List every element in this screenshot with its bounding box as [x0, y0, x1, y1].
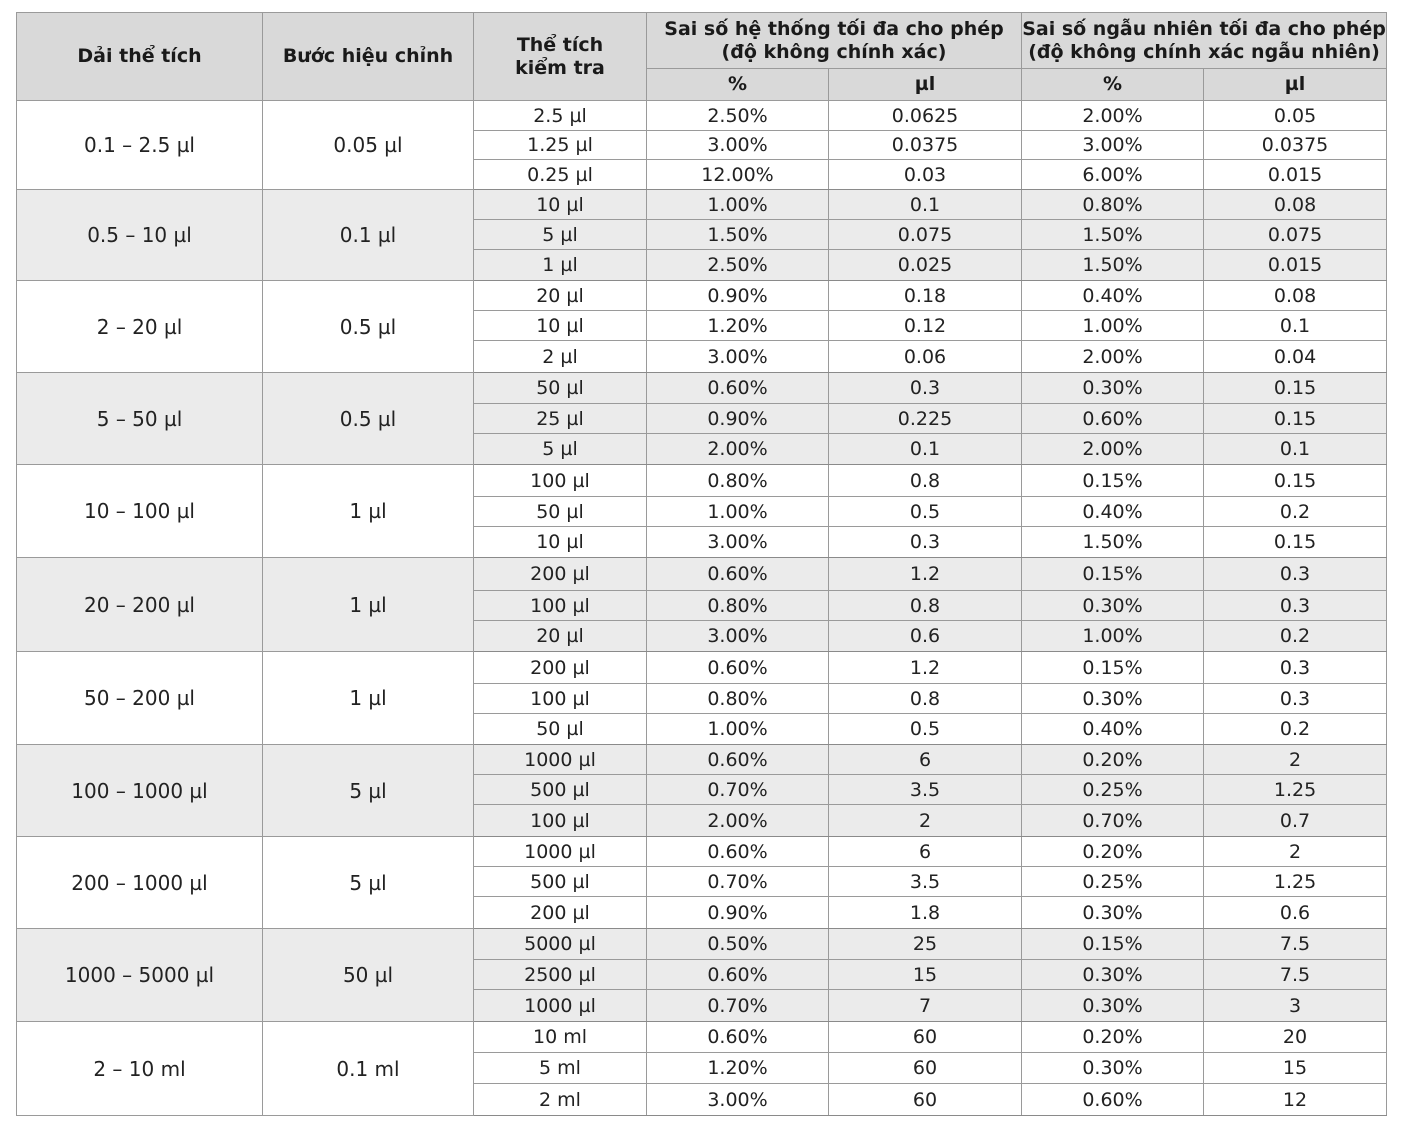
sys-percent-cell: 0.90%	[647, 281, 829, 311]
table-row	[17, 465, 1387, 497]
range-group	[17, 1022, 1387, 1116]
sys-microliter-cell: 0.025	[829, 250, 1022, 281]
sys-percent-cell: 0.90%	[647, 404, 829, 434]
rnd-microliter-cell: 0.04	[1204, 341, 1387, 373]
test-volume-cell: 0.25 µl	[474, 160, 647, 190]
sys-percent-cell: 2.00%	[647, 434, 829, 465]
sys-microliter-cell: 0.18	[829, 281, 1022, 311]
rnd-microliter-cell: 0.7	[1204, 805, 1387, 837]
test-volume-cell: 10 ml	[474, 1022, 647, 1053]
rnd-percent-cell: 0.60%	[1022, 1084, 1204, 1116]
rnd-microliter-cell: 0.3	[1204, 684, 1387, 714]
adjust-step-cell: 1 µl	[263, 652, 474, 745]
rnd-microliter-cell: 0.08	[1204, 190, 1387, 220]
sys-microliter-cell: 0.03	[829, 160, 1022, 190]
adjust-step-cell: 1 µl	[263, 558, 474, 652]
rnd-percent-cell: 1.00%	[1022, 621, 1204, 652]
header-sys-percent: %	[647, 69, 829, 101]
volume-range-cell: 2 – 10 ml	[17, 1022, 263, 1116]
sys-percent-cell: 0.60%	[647, 652, 829, 684]
test-volume-cell: 1 µl	[474, 250, 647, 281]
test-volume-cell: 500 µl	[474, 775, 647, 805]
sys-percent-cell: 1.00%	[647, 714, 829, 745]
sys-microliter-cell: 0.1	[829, 434, 1022, 465]
rnd-percent-cell: 0.30%	[1022, 1053, 1204, 1084]
table-row	[17, 652, 1387, 684]
rnd-microliter-cell: 0.08	[1204, 281, 1387, 311]
sys-microliter-cell: 1.2	[829, 558, 1022, 591]
test-volume-cell: 200 µl	[474, 652, 647, 684]
sys-percent-cell: 1.20%	[647, 1053, 829, 1084]
rnd-percent-cell: 0.70%	[1022, 805, 1204, 837]
sys-microliter-cell: 0.12	[829, 311, 1022, 341]
test-volume-cell: 200 µl	[474, 897, 647, 929]
volume-range-cell: 2 – 20 µl	[17, 281, 263, 373]
sys-percent-cell: 2.50%	[647, 250, 829, 281]
rnd-microliter-cell: 15	[1204, 1053, 1387, 1084]
test-volume-cell: 5 µl	[474, 220, 647, 250]
sys-microliter-cell: 0.8	[829, 684, 1022, 714]
sys-microliter-cell: 0.075	[829, 220, 1022, 250]
adjust-step-cell: 0.05 µl	[263, 101, 474, 190]
range-group	[17, 465, 1387, 558]
test-volume-cell: 50 µl	[474, 497, 647, 527]
range-group	[17, 281, 1387, 373]
test-volume-cell: 10 µl	[474, 190, 647, 220]
header-test-volume-line1: Thể tích	[516, 33, 604, 56]
table-row	[17, 745, 1387, 775]
sys-percent-cell: 1.00%	[647, 190, 829, 220]
rnd-percent-cell: 0.15%	[1022, 929, 1204, 960]
rnd-percent-cell: 2.00%	[1022, 341, 1204, 373]
rnd-percent-cell: 2.00%	[1022, 101, 1204, 131]
rnd-percent-cell: 0.80%	[1022, 190, 1204, 220]
rnd-microliter-cell: 0.2	[1204, 714, 1387, 745]
test-volume-cell: 2.5 µl	[474, 101, 647, 131]
sys-percent-cell: 3.00%	[647, 621, 829, 652]
test-volume-cell: 25 µl	[474, 404, 647, 434]
rnd-microliter-cell: 0.05	[1204, 101, 1387, 131]
range-group	[17, 373, 1387, 465]
sys-microliter-cell: 0.06	[829, 341, 1022, 373]
sys-percent-cell: 0.60%	[647, 373, 829, 404]
adjust-step-cell: 0.5 µl	[263, 373, 474, 465]
volume-range-cell: 0.5 – 10 µl	[17, 190, 263, 281]
rnd-microliter-cell: 2	[1204, 837, 1387, 867]
header-systematic-error	[647, 13, 1022, 69]
rnd-percent-cell: 0.30%	[1022, 684, 1204, 714]
rnd-percent-cell: 6.00%	[1022, 160, 1204, 190]
sys-microliter-cell: 3.5	[829, 775, 1022, 805]
table-header	[17, 13, 1387, 101]
test-volume-cell: 5000 µl	[474, 929, 647, 960]
rnd-microliter-cell: 20	[1204, 1022, 1387, 1053]
range-group	[17, 837, 1387, 929]
sys-percent-cell: 2.50%	[647, 101, 829, 131]
rnd-percent-cell: 1.50%	[1022, 527, 1204, 558]
test-volume-cell: 10 µl	[474, 527, 647, 558]
rnd-microliter-cell: 0.075	[1204, 220, 1387, 250]
table-row	[17, 190, 1387, 220]
rnd-microliter-cell: 0.15	[1204, 465, 1387, 497]
sys-microliter-cell: 2	[829, 805, 1022, 837]
table-row	[17, 101, 1387, 131]
header-adjust-step: Bước hiệu chỉnh	[263, 13, 474, 101]
rnd-percent-cell: 0.30%	[1022, 373, 1204, 404]
rnd-microliter-cell: 1.25	[1204, 867, 1387, 897]
rnd-microliter-cell: 0.2	[1204, 621, 1387, 652]
sys-microliter-cell: 1.2	[829, 652, 1022, 684]
sys-percent-cell: 0.50%	[647, 929, 829, 960]
rnd-percent-cell: 0.25%	[1022, 867, 1204, 897]
header-random-line1: Sai số ngẫu nhiên tối đa cho phép	[1022, 17, 1386, 40]
sys-percent-cell: 0.80%	[647, 591, 829, 621]
sys-microliter-cell: 25	[829, 929, 1022, 960]
sys-percent-cell: 0.70%	[647, 990, 829, 1022]
sys-microliter-cell: 60	[829, 1053, 1022, 1084]
table-row	[17, 281, 1387, 311]
sys-microliter-cell: 6	[829, 837, 1022, 867]
sys-percent-cell: 0.70%	[647, 775, 829, 805]
sys-percent-cell: 0.60%	[647, 558, 829, 591]
header-test-volume	[474, 13, 647, 101]
sys-microliter-cell: 3.5	[829, 867, 1022, 897]
sys-microliter-cell: 0.3	[829, 527, 1022, 558]
sys-microliter-cell: 0.225	[829, 404, 1022, 434]
range-group	[17, 558, 1387, 652]
sys-microliter-cell: 0.0375	[829, 131, 1022, 160]
sys-percent-cell: 12.00%	[647, 160, 829, 190]
sys-microliter-cell: 7	[829, 990, 1022, 1022]
sys-percent-cell: 0.60%	[647, 837, 829, 867]
rnd-percent-cell: 0.40%	[1022, 714, 1204, 745]
test-volume-cell: 2500 µl	[474, 960, 647, 990]
volume-range-cell: 50 – 200 µl	[17, 652, 263, 745]
range-group	[17, 929, 1387, 1022]
table-row	[17, 373, 1387, 404]
rnd-microliter-cell: 0.2	[1204, 497, 1387, 527]
range-group	[17, 652, 1387, 745]
sys-percent-cell: 0.80%	[647, 465, 829, 497]
sys-microliter-cell: 60	[829, 1084, 1022, 1116]
test-volume-cell: 10 µl	[474, 311, 647, 341]
test-volume-cell: 50 µl	[474, 373, 647, 404]
sys-percent-cell: 3.00%	[647, 341, 829, 373]
test-volume-cell: 200 µl	[474, 558, 647, 591]
range-group	[17, 190, 1387, 281]
test-volume-cell: 5 µl	[474, 434, 647, 465]
table-row	[17, 929, 1387, 960]
rnd-microliter-cell: 0.15	[1204, 527, 1387, 558]
adjust-step-cell: 0.1 µl	[263, 190, 474, 281]
test-volume-cell: 100 µl	[474, 465, 647, 497]
sys-microliter-cell: 15	[829, 960, 1022, 990]
sys-microliter-cell: 6	[829, 745, 1022, 775]
sys-microliter-cell: 0.8	[829, 591, 1022, 621]
sys-percent-cell: 1.00%	[647, 497, 829, 527]
range-group	[17, 745, 1387, 837]
rnd-percent-cell: 0.20%	[1022, 837, 1204, 867]
test-volume-cell: 1000 µl	[474, 837, 647, 867]
sys-microliter-cell: 0.5	[829, 497, 1022, 527]
sys-percent-cell: 0.70%	[647, 867, 829, 897]
sys-microliter-cell: 0.0625	[829, 101, 1022, 131]
rnd-percent-cell: 0.30%	[1022, 960, 1204, 990]
sys-percent-cell: 3.00%	[647, 131, 829, 160]
rnd-percent-cell: 0.40%	[1022, 497, 1204, 527]
pipette-tolerance-table	[16, 12, 1387, 1116]
header-systematic-line2: (độ không chính xác)	[721, 40, 947, 63]
sys-percent-cell: 0.90%	[647, 897, 829, 929]
rnd-percent-cell: 0.15%	[1022, 652, 1204, 684]
rnd-microliter-cell: 0.1	[1204, 434, 1387, 465]
header-systematic-line1: Sai số hệ thống tối đa cho phép	[664, 17, 1004, 40]
rnd-microliter-cell: 0.015	[1204, 160, 1387, 190]
table-row	[17, 558, 1387, 591]
volume-range-cell: 1000 – 5000 µl	[17, 929, 263, 1022]
rnd-microliter-cell: 0.15	[1204, 404, 1387, 434]
rnd-microliter-cell: 0.3	[1204, 558, 1387, 591]
sys-percent-cell: 3.00%	[647, 527, 829, 558]
test-volume-cell: 1.25 µl	[474, 131, 647, 160]
test-volume-cell: 1000 µl	[474, 990, 647, 1022]
sys-percent-cell: 0.80%	[647, 684, 829, 714]
sys-percent-cell: 3.00%	[647, 1084, 829, 1116]
table-row	[17, 837, 1387, 867]
test-volume-cell: 2 µl	[474, 341, 647, 373]
rnd-percent-cell: 0.30%	[1022, 897, 1204, 929]
sys-percent-cell: 0.60%	[647, 960, 829, 990]
volume-range-cell: 0.1 – 2.5 µl	[17, 101, 263, 190]
rnd-percent-cell: 1.00%	[1022, 311, 1204, 341]
rnd-percent-cell: 0.25%	[1022, 775, 1204, 805]
sys-microliter-cell: 1.8	[829, 897, 1022, 929]
volume-range-cell: 20 – 200 µl	[17, 558, 263, 652]
sys-microliter-cell: 60	[829, 1022, 1022, 1053]
sys-microliter-cell: 0.6	[829, 621, 1022, 652]
test-volume-cell: 50 µl	[474, 714, 647, 745]
rnd-microliter-cell: 0.3	[1204, 591, 1387, 621]
test-volume-cell: 20 µl	[474, 281, 647, 311]
rnd-percent-cell: 0.15%	[1022, 558, 1204, 591]
sys-percent-cell: 1.20%	[647, 311, 829, 341]
rnd-percent-cell: 0.20%	[1022, 745, 1204, 775]
rnd-microliter-cell: 7.5	[1204, 960, 1387, 990]
rnd-percent-cell: 1.50%	[1022, 250, 1204, 281]
rnd-microliter-cell: 3	[1204, 990, 1387, 1022]
adjust-step-cell: 0.1 ml	[263, 1022, 474, 1116]
rnd-percent-cell: 0.15%	[1022, 465, 1204, 497]
test-volume-cell: 100 µl	[474, 805, 647, 837]
adjust-step-cell: 0.5 µl	[263, 281, 474, 373]
rnd-microliter-cell: 0.0375	[1204, 131, 1387, 160]
test-volume-cell: 1000 µl	[474, 745, 647, 775]
header-random-error	[1022, 13, 1387, 69]
rnd-percent-cell: 3.00%	[1022, 131, 1204, 160]
sys-microliter-cell: 0.5	[829, 714, 1022, 745]
rnd-microliter-cell: 1.25	[1204, 775, 1387, 805]
adjust-step-cell: 50 µl	[263, 929, 474, 1022]
sys-percent-cell: 0.60%	[647, 745, 829, 775]
sys-percent-cell: 0.60%	[647, 1022, 829, 1053]
rnd-percent-cell: 0.60%	[1022, 404, 1204, 434]
sys-microliter-cell: 0.3	[829, 373, 1022, 404]
rnd-percent-cell: 2.00%	[1022, 434, 1204, 465]
rnd-percent-cell: 0.20%	[1022, 1022, 1204, 1053]
rnd-microliter-cell: 12	[1204, 1084, 1387, 1116]
test-volume-cell: 20 µl	[474, 621, 647, 652]
sys-microliter-cell: 0.1	[829, 190, 1022, 220]
adjust-step-cell: 5 µl	[263, 745, 474, 837]
rnd-percent-cell: 0.40%	[1022, 281, 1204, 311]
adjust-step-cell: 5 µl	[263, 837, 474, 929]
volume-range-cell: 10 – 100 µl	[17, 465, 263, 558]
adjust-step-cell: 1 µl	[263, 465, 474, 558]
sys-microliter-cell: 0.8	[829, 465, 1022, 497]
test-volume-cell: 5 ml	[474, 1053, 647, 1084]
rnd-microliter-cell: 0.1	[1204, 311, 1387, 341]
rnd-microliter-cell: 0.015	[1204, 250, 1387, 281]
volume-range-cell: 200 – 1000 µl	[17, 837, 263, 929]
rnd-microliter-cell: 7.5	[1204, 929, 1387, 960]
rnd-percent-cell: 0.30%	[1022, 591, 1204, 621]
test-volume-cell: 2 ml	[474, 1084, 647, 1116]
test-volume-cell: 500 µl	[474, 867, 647, 897]
rnd-percent-cell: 0.30%	[1022, 990, 1204, 1022]
volume-range-cell: 5 – 50 µl	[17, 373, 263, 465]
header-row-main	[17, 13, 1387, 69]
header-sys-microliter: µl	[829, 69, 1022, 101]
sys-percent-cell: 1.50%	[647, 220, 829, 250]
rnd-microliter-cell: 0.3	[1204, 652, 1387, 684]
rnd-microliter-cell: 2	[1204, 745, 1387, 775]
test-volume-cell: 100 µl	[474, 591, 647, 621]
header-volume-range: Dải thể tích	[17, 13, 263, 101]
test-volume-cell: 100 µl	[474, 684, 647, 714]
header-rnd-percent: %	[1022, 69, 1204, 101]
sys-percent-cell: 2.00%	[647, 805, 829, 837]
rnd-microliter-cell: 0.6	[1204, 897, 1387, 929]
rnd-microliter-cell: 0.15	[1204, 373, 1387, 404]
header-random-line2: (độ không chính xác ngẫu nhiên)	[1028, 40, 1380, 63]
header-rnd-microliter: µl	[1204, 69, 1387, 101]
header-test-volume-line2: kiểm tra	[515, 56, 605, 79]
table-row	[17, 1022, 1387, 1053]
rnd-percent-cell: 1.50%	[1022, 220, 1204, 250]
volume-range-cell: 100 – 1000 µl	[17, 745, 263, 837]
range-group	[17, 101, 1387, 190]
